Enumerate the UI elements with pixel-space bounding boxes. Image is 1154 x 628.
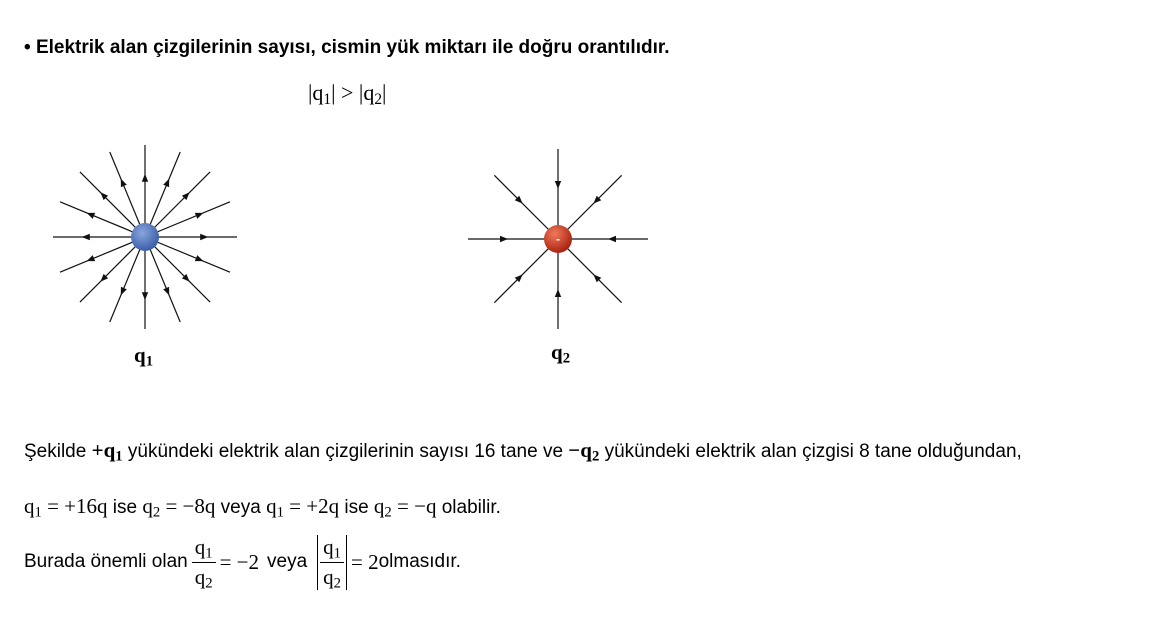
q1-field-arrow bbox=[166, 182, 168, 186]
q2-field-arrow bbox=[517, 277, 520, 280]
q2-field-arrow bbox=[596, 277, 599, 280]
example-values: $q_1 = +16q$ ise $q_2 = -8q$ veya $q_1 = +2q$ ise $q_2 = -q$ olabilir. bbox=[24, 494, 501, 521]
absolute-ratio: $\frac{q_1}{q_2}$ bbox=[317, 535, 347, 590]
q2-field-arrow bbox=[596, 198, 599, 201]
q1-field-arrow bbox=[122, 288, 124, 292]
explanation-sentence: Şekilde $+q_1$ yükündeki elektrik alan çizgilerinin sayısı 16 tane ve $-q_2$ yükündeki elektrik alan çizgisi 8 tane olduğundan, bbox=[24, 438, 1022, 465]
q1-field-arrow bbox=[184, 276, 187, 279]
minus-q2-symbol: $-q_2$ bbox=[568, 438, 600, 465]
q1-label: $q_1$ bbox=[134, 343, 154, 370]
q1-field-arrow bbox=[196, 258, 200, 260]
q1-field-arrow bbox=[166, 288, 168, 292]
conclusion-statement: Burada önemli olan $\frac{q_1}{q_2}$ = −2 veya $\frac{q_1}{q_2}$ = 2 olmasıdır. bbox=[24, 534, 461, 592]
charge-inequality: $|q_1| > |q_2|$ bbox=[308, 80, 387, 108]
q1-field-arrow bbox=[90, 214, 94, 216]
q2-field-arrow bbox=[517, 198, 520, 201]
bullet-glyph: • bbox=[24, 37, 31, 58]
heading-text: Elektrik alan çizgilerinin sayısı, cismin yük miktarı ile doğru orantılıdır. bbox=[35, 37, 670, 58]
q1-field-arrow bbox=[90, 258, 94, 260]
q2-sign-label: - bbox=[556, 232, 560, 246]
q1-field-arrow bbox=[122, 182, 124, 186]
q1-field-arrow bbox=[184, 195, 187, 198]
q1-field-arrow bbox=[103, 276, 106, 279]
q1-charge-sphere bbox=[131, 223, 159, 251]
plus-q1-symbol: $+q_1$ bbox=[91, 438, 123, 465]
q2-label: $q_2$ bbox=[551, 340, 571, 367]
q1-field-arrow bbox=[196, 214, 200, 216]
q1-field-arrow bbox=[103, 195, 106, 198]
ratio-fraction: $\frac{q_1}{q_2}$ bbox=[192, 535, 216, 590]
